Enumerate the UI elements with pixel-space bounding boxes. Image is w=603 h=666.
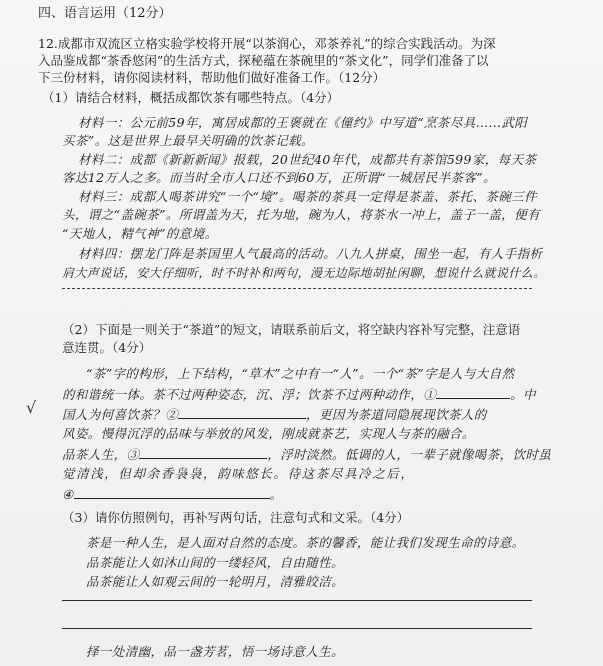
example-sentence: 品茶能让人如沐山间的一缕轻风，自由随性。 bbox=[86, 555, 345, 570]
answer-line[interactable] bbox=[62, 600, 532, 601]
answer-blank-1[interactable] bbox=[436, 386, 510, 399]
material-line: 客达12万人之多。而当时全市人口还不到60万，正所谓“一城居民半茶客”。 bbox=[62, 170, 496, 185]
section-title: 四、语言运用（12分） bbox=[38, 6, 172, 21]
question-intro-line: 12.成都市双流区立格实验学校将开展“以茶润心，邓茶养礼”的综合实践活动。为深 bbox=[38, 36, 496, 51]
part2-prompt: （2）下面是一则关于“茶道”的短文，请联系前后文，将空缺内容补写完整，注意语 bbox=[62, 322, 521, 337]
passage-line: 品茶人生，③ ，浮时淡然。低调的人，一辈子就像喝茶，饮时虽 bbox=[62, 447, 552, 462]
passage-line: 风姿。慢得沉浮的品味与举放的风发，刚成就茶艺，实现人与茶的融合。 bbox=[62, 426, 475, 441]
part1-prompt: （1）请结合材料，概括成都饮茶有哪些特点。（4分） bbox=[42, 90, 340, 105]
passage-line: 觉清浅，但却余香袅袅，韵味悠长。待这茶尽具冷之后， bbox=[62, 466, 415, 481]
material-line: 买茶”。这是世界上最早关明确的饮茶记载。 bbox=[62, 133, 314, 148]
passage-line: 国人为何喜饮茶？② ，更因为茶道同隐展现饮茶人的 bbox=[62, 407, 487, 422]
question-intro-line: 下三份材料，请你阅读材料，帮助他们做好准备工作。（12分） bbox=[38, 70, 386, 85]
material-line: “天地人，精气神”的意境。 bbox=[62, 226, 218, 241]
material-line: 材料一：公元前59年，寓居成都的王褒就在《僮约》中写道“烹茶尽具……武阳 bbox=[78, 115, 528, 130]
handwritten-mark: √ bbox=[26, 398, 37, 417]
material-line: 材料四：摆龙门阵是茶国里人气最高的活动。八九人拼桌，围坐一起，有人手指析 bbox=[78, 246, 543, 261]
answer-blank-3[interactable] bbox=[139, 446, 267, 459]
answer-blank-2[interactable] bbox=[178, 406, 306, 419]
answer-line[interactable] bbox=[62, 628, 532, 629]
passage-line: “茶”字的构形，上下结构，“草木”之中有一“人”。一个“茶”字是人与大自然 bbox=[86, 366, 515, 381]
closing-sentence: 择一处清幽，品一盏芳茗，悟一场诗意人生。 bbox=[86, 644, 345, 659]
part2-prompt: 意连贯。（4分） bbox=[62, 340, 152, 355]
material-line: 材料三：成都人喝茶讲究“一个“境”。喝茶的茶具一定得是茶盖、茶托、茶碗三件 bbox=[78, 189, 537, 204]
material-line: 材料二：成都《新新新闻》报载，20世纪40年代，成都共有茶馆599家，每天茶 bbox=[78, 152, 537, 167]
example-sentence: 茶是一种人生，是人面对自然的态度。茶的馨香，能让我们发现生命的诗意。 bbox=[86, 535, 525, 550]
question-intro-line: 入品鉴成都“茶香悠闲”的生活方式，探秘蕴在茶碗里的“茶文化”，同学们准备了以 bbox=[38, 53, 489, 68]
passage-line: ④ 。 bbox=[62, 487, 283, 502]
material-line: 头，谓之“盖碗茶”。所谓盖为天，托为地，碗为人，将茶水一冲上，盖子一盖，便有 bbox=[62, 207, 540, 222]
material-line: 肩大声说话，安大仔细听，时不时补和两句，漫无边际地胡扯闲聊，想说什么就说什么。 bbox=[62, 266, 546, 280]
passage-line: 的和谐统一体。茶不过两种姿态，沉、浮；饮茶不过两种动作，① 。中 bbox=[62, 387, 536, 402]
answer-blank-4[interactable] bbox=[74, 486, 270, 499]
part3-prompt: （3）请你仿照例句，再补写两句话，注意句式和文采。（4分） bbox=[62, 510, 410, 525]
example-sentence: 品茶能让人如观云间的一轮明月，清雅皎洁。 bbox=[86, 574, 345, 589]
divider-line bbox=[62, 288, 532, 289]
